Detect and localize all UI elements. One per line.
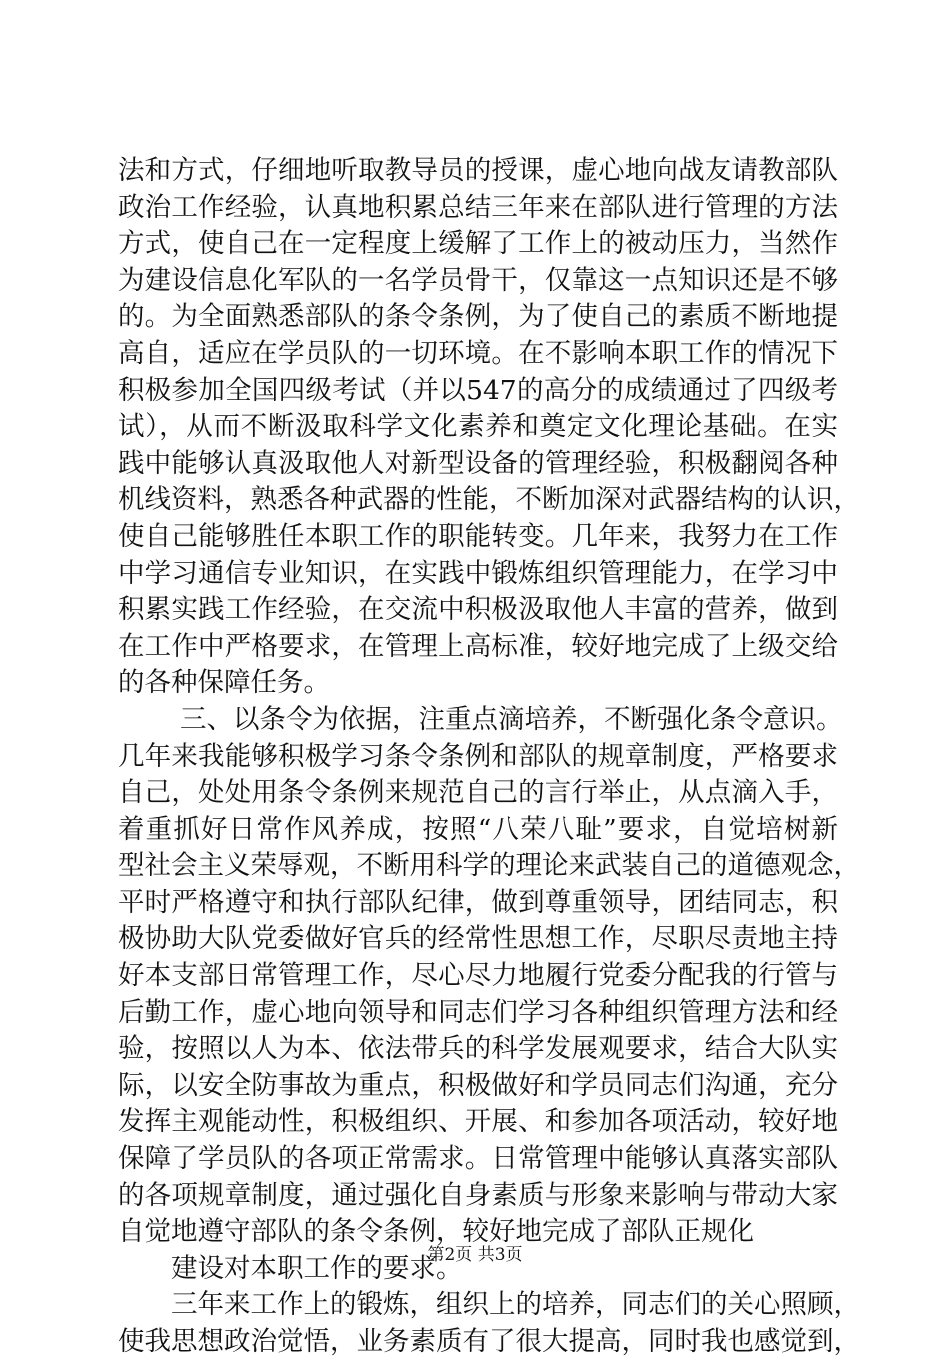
text-line: 使自己能够胜任本职工作的职能转变。几年来，我努力在工作 xyxy=(118,520,838,552)
text-line: 的各项规章制度，通过强化自身素质与形象来影响与带动大家 xyxy=(118,1179,838,1211)
text-line: 自觉地遵守部队的条令条例，较好地完成了部队正规化 xyxy=(118,1216,754,1248)
text-line: 型社会主义荣辱观，不断用科学的理论来武装自己的道德观念， xyxy=(118,850,860,882)
text-line: 在工作中严格要求，在管理上高标准，较好地完成了上级交给 xyxy=(118,630,838,662)
text-line: 积累实践工作经验，在交流中积极汲取他人丰富的营养，做到 xyxy=(118,594,838,626)
text-line: 践中能够认真汲取他人对新型设备的管理经验，积极翻阅各种 xyxy=(118,447,838,479)
text-line: 积极参加全国四级考试（并以547的高分的成绩通过了四级考 xyxy=(118,374,838,406)
text-line: 着重抓好日常作风养成，按照“八荣八耻”要求，自觉培树新 xyxy=(118,813,838,845)
text-line: 发挥主观能动性，积极组织、开展、和参加各项活动，较好地 xyxy=(118,1106,838,1138)
text-line: 政治工作经验，认真地积累总结三年来在部队进行管理的方法 xyxy=(118,191,838,223)
text-line: 试），从而不断汲取科学文化素养和奠定文化理论基础。在实 xyxy=(118,411,838,443)
text-line: 为建设信息化军队的一名学员骨干，仅靠这一点知识还是不够 xyxy=(118,264,838,296)
text-line: 的各种保障任务。 xyxy=(118,667,330,699)
text-line: 自己，处处用条令条例来规范自己的言行举止，从点滴入手， xyxy=(118,777,838,809)
text-line: 法和方式，仔细地听取教导员的授课，虚心地向战友请教部队 xyxy=(118,155,838,186)
text-line: 保障了学员队的各项正常需求。日常管理中能够认真落实部队 xyxy=(118,1143,838,1175)
text-line: 几年来我能够积极学习条令条例和部队的规章制度，严格要求 xyxy=(118,740,838,772)
text-line: 的。为全面熟悉部队的条令条例，为了使自己的素质不断地提 xyxy=(118,301,838,333)
page-number-footer: 第2页 共3页 xyxy=(427,1245,523,1265)
text-line: 极协助大队党委做好官兵的经常性思想工作，尽职尽责地主持 xyxy=(118,923,838,955)
body-text xyxy=(118,153,860,1361)
text-line: 验，按照以人为本、依法带兵的科学发展观要求，结合大队实 xyxy=(118,1033,838,1065)
text-line: 建设对本职工作的要求。 xyxy=(171,1252,463,1284)
text-line: 高自，适应在学员队的一切环境。在不影响本职工作的情况下 xyxy=(118,337,838,369)
text-line: 使我思想政治觉悟，业务素质有了很大提高，同时我也感觉到， xyxy=(118,1326,860,1357)
text-line: 际，以安全防事故为重点，积极做好和学员同志们沟通，充分 xyxy=(118,1069,838,1101)
text-line: 好本支部日常管理工作，尽心尽力地履行党委分配我的行管与 xyxy=(118,960,838,992)
text-line: 方式，使自己在一定程度上缓解了工作上的被动压力，当然作 xyxy=(118,228,838,260)
section-heading: 三、以条令为依据，注重点滴培养，不断强化条令意识。 xyxy=(180,703,843,735)
text-line: 机线资料，熟悉各种武器的性能，不断加深对武器结构的认识， xyxy=(118,484,860,516)
text-line: 平时严格遵守和执行部队纪律，做到尊重领导，团结同志，积 xyxy=(118,886,838,918)
text-line: 后勤工作，虚心地向领导和同志们学习各种组织管理方法和经 xyxy=(118,996,838,1028)
text-line: 三年来工作上的锻炼，组织上的培养，同志们的关心照顾， xyxy=(171,1289,860,1321)
text-line: 中学习通信专业知识，在实践中锻炼组织管理能力，在学习中 xyxy=(118,557,838,589)
